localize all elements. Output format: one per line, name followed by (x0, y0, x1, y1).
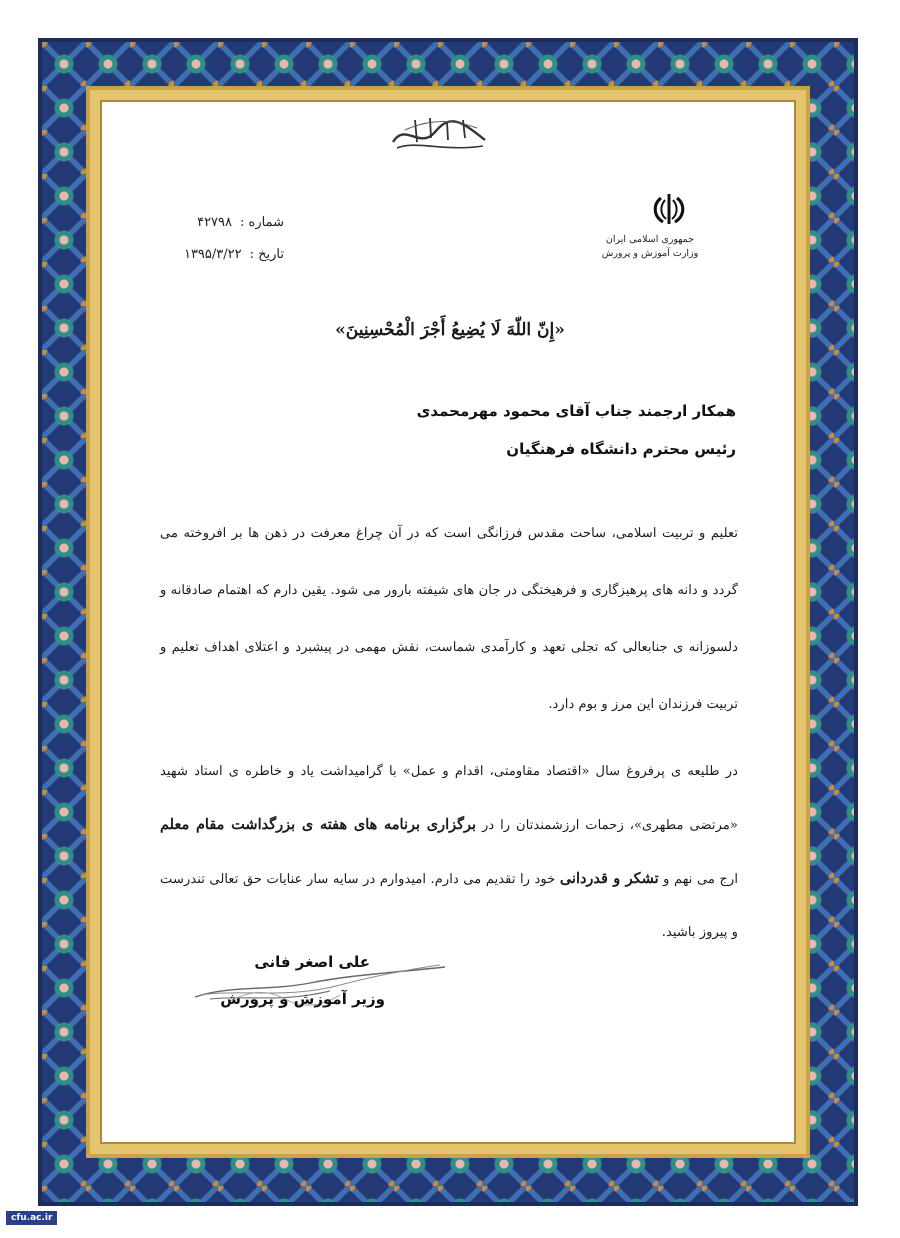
letter-number (197, 215, 284, 230)
bismillah-calligraphy-icon (385, 112, 495, 156)
paragraph-2-emphasis-events: برگزاری برنامه های هفته ی بزرگداشت مقام معلم (160, 816, 477, 833)
ministry-emblem-text (600, 233, 700, 261)
letter-date (184, 247, 284, 262)
date-value: ۱۳۹۵/۳/۲۲ (183, 247, 242, 262)
signatory-name: علی اصغر فانی (254, 953, 370, 971)
emblem-line-ministry: وزارت آموزش و پرورش (601, 248, 699, 259)
quran-verse: «إِنّ اللّهَ لَا یُضِیعُ أَجْرَ الْمُحْسِنِینَ» (335, 320, 565, 340)
body-paragraph-2 (160, 745, 738, 959)
date-label: تاریخ : (249, 247, 284, 262)
addressee-title: رئیس محترم دانشگاه فرهنگیان (506, 440, 736, 458)
number-label: شماره : (240, 215, 284, 230)
paragraph-2-emphasis-thanks: تشکر و قدردانی (559, 870, 659, 887)
iran-emblem-icon (645, 190, 693, 228)
addressee-name: همکار ارجمند جناب آقای محمود مهرمحمدی (416, 402, 736, 420)
number-value: ۴۲۷۹۸ (197, 215, 233, 230)
paragraph-2-part-c: خود را تقدیم می دارم. امیدوارم در سایه سار عنایات حق تعالی تندرست و پیروز باشید. (160, 872, 738, 940)
emblem-line-republic: جمهوری اسلامی ایران (605, 234, 695, 245)
paragraph-2-part-a: در طلیعه ی پرفروغ سال «اقتصاد مقاومتی، اقدام و عمل» با گرامیداشت یاد و خاطره ی استاد شهید «مرتضی مطهری»، زحمات ارزشمندتان را در (160, 764, 738, 833)
signatory-title: وزیر آموزش و پرورش (220, 990, 385, 1008)
body-paragraph-1: تعلیم و تربیت اسلامی، ساحت مقدس فرزانگی است که در آن چراغ معرفت در ذهن ها بر افروخته می گردد و دانه های پرهیزگاری و فرهیختگی در جان های شیفته بارور می شود. یقین دارم که اهتمام صادقانه و دلسوزانه ی جنابعالی که تجلی تعهد و کارآمدی شماست، نقش مهمی در پیشبرد و اعتلای اهداف تعلیم و تربیت فرزندان این مرز و بوم دارد. (160, 526, 738, 712)
paragraph-2-part-b: ارج می نهم و (663, 872, 739, 887)
site-watermark: cfu.ac.ir (6, 1211, 57, 1225)
